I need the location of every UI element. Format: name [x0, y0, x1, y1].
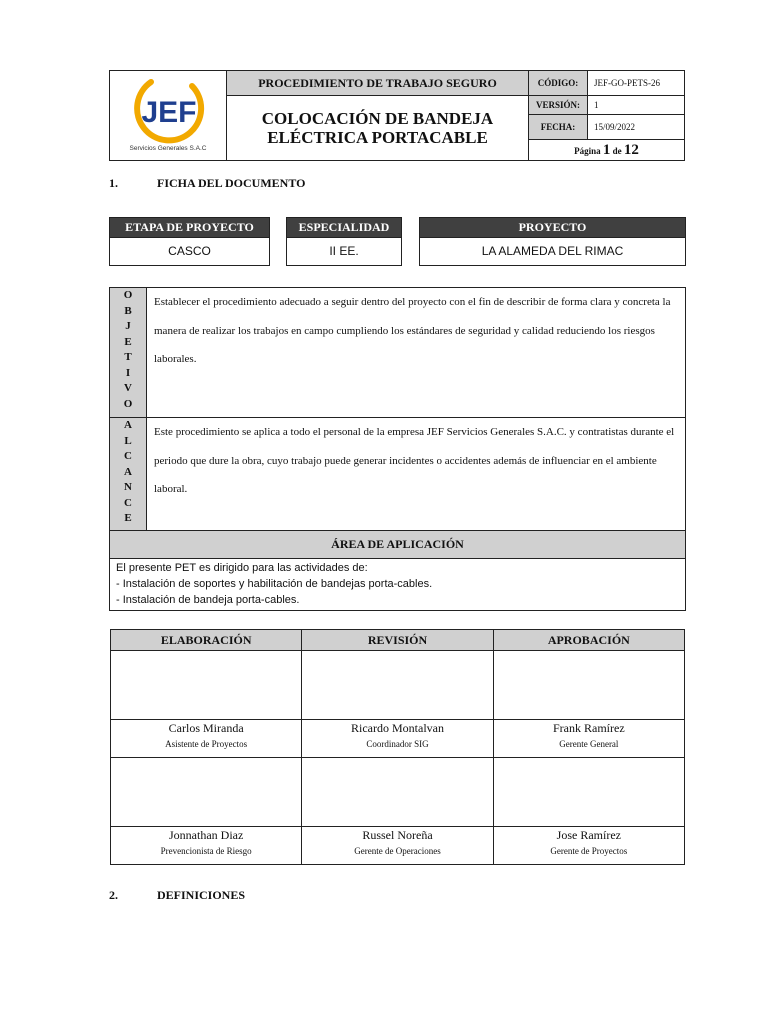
area-body	[110, 559, 686, 611]
logo-cell	[110, 71, 227, 161]
signer-name: Ricardo Montalvan	[351, 721, 444, 735]
signer-role: Gerente de Operaciones	[354, 846, 441, 856]
signature-space	[302, 758, 493, 827]
signer-role: Asistente de Proyectos	[165, 739, 248, 749]
signer-cell	[493, 827, 684, 865]
alcance-text: Este procedimiento se aplica a todo el personal de la empresa JEF Servicios Generales S.A.C. y contratistas durante el periodo que dure la obra, cuyo trabajo puede generar incidentes o accidentes además de influenciar en el ambiente laboral.	[147, 418, 686, 531]
etapa-label: ETAPA DE PROYECTO	[110, 218, 269, 237]
doc-type: PROCEDIMIENTO DE TRABAJO SEGURO	[227, 71, 529, 96]
version-label: VERSIÓN:	[529, 96, 588, 115]
area-line3: - Instalación de bandeja porta-cables.	[116, 594, 300, 606]
page-number: 1	[602, 141, 611, 158]
signer-name: Frank Ramírez	[553, 721, 625, 735]
area-line2: - Instalación de soportes y habilitación de bandejas porta-cables.	[116, 578, 433, 590]
objetivo-text: Establecer el procedimiento adecuado a seguir dentro del proyecto con el fin de describir de forma clara y concreta la manera de realizar los trabajos en campo cumpliendo los estándares de seguridad y calidad reduciendo los riesgos laborales.	[147, 288, 686, 418]
especialidad-label: ESPECIALIDAD	[287, 218, 401, 237]
code-value: JEF-GO-PETS-26	[588, 71, 685, 96]
signer-name: Jose Ramírez	[556, 828, 621, 842]
date-value: 15/09/2022	[588, 115, 685, 140]
header-elaboracion: ELABORACIÓN	[111, 630, 302, 651]
section2-title: DEFINICIONES	[157, 888, 246, 902]
signer-name: Carlos Miranda	[168, 721, 244, 735]
page-total: 12	[623, 141, 639, 158]
header-revision: REVISIÓN	[302, 630, 493, 651]
signer-role: Gerente de Proyectos	[550, 846, 628, 856]
alcance-label: A L C A N C E	[110, 418, 147, 531]
page-word: Página	[574, 145, 601, 156]
especialidad-value: II EE.	[287, 237, 401, 265]
area-title: ÁREA DE APLICACIÓN	[110, 531, 686, 559]
version-value: 1	[588, 96, 685, 115]
signer-role: Gerente General	[559, 739, 619, 749]
page-of: de	[612, 145, 622, 156]
etapa-box	[109, 217, 270, 266]
signature-table	[110, 629, 685, 865]
document-header	[109, 70, 685, 161]
signer-cell	[111, 827, 302, 865]
signature-space	[493, 651, 684, 720]
proyecto-box	[419, 217, 686, 266]
signature-space	[302, 651, 493, 720]
signer-role: Coordinador SIG	[366, 739, 429, 749]
code-label: CÓDIGO:	[529, 71, 588, 96]
section1-number: 1.	[109, 176, 118, 190]
section1-title: FICHA DEL DOCUMENTO	[157, 176, 306, 190]
objective-table	[109, 287, 686, 611]
area-line1: El presente PET es dirigido para las actividades de:	[116, 562, 368, 574]
header-aprobacion: APROBACIÓN	[493, 630, 684, 651]
signer-cell	[302, 827, 493, 865]
signer-cell	[493, 720, 684, 758]
signer-name: Russel Noreña	[362, 828, 433, 842]
logo-subtitle: Servicios Generales S.A.C	[129, 144, 207, 152]
signer-cell	[302, 720, 493, 758]
signature-space	[111, 758, 302, 827]
page-indicator	[529, 140, 685, 161]
section2-number: 2.	[109, 888, 118, 902]
logo-text: JEF	[141, 95, 197, 129]
doc-title	[227, 96, 529, 161]
signer-role: Prevencionista de Riesgo	[160, 846, 252, 856]
proyecto-label: PROYECTO	[420, 218, 685, 237]
doc-title-line2: ELÉCTRICA PORTACABLE	[267, 128, 488, 147]
especialidad-box	[286, 217, 402, 266]
doc-title-line1: COLOCACIÓN DE BANDEJA	[261, 109, 494, 128]
signer-name: Jonnathan Diaz	[169, 828, 244, 842]
logo-ring-icon	[118, 74, 218, 158]
signature-space	[111, 651, 302, 720]
company-logo	[118, 74, 218, 158]
objetivo-label: O B J E T I V O	[110, 288, 147, 418]
date-label: FECHA:	[529, 115, 588, 140]
signature-space	[493, 758, 684, 827]
etapa-value: CASCO	[110, 237, 269, 265]
signer-cell	[111, 720, 302, 758]
proyecto-value: LA ALAMEDA DEL RIMAC	[420, 237, 685, 265]
